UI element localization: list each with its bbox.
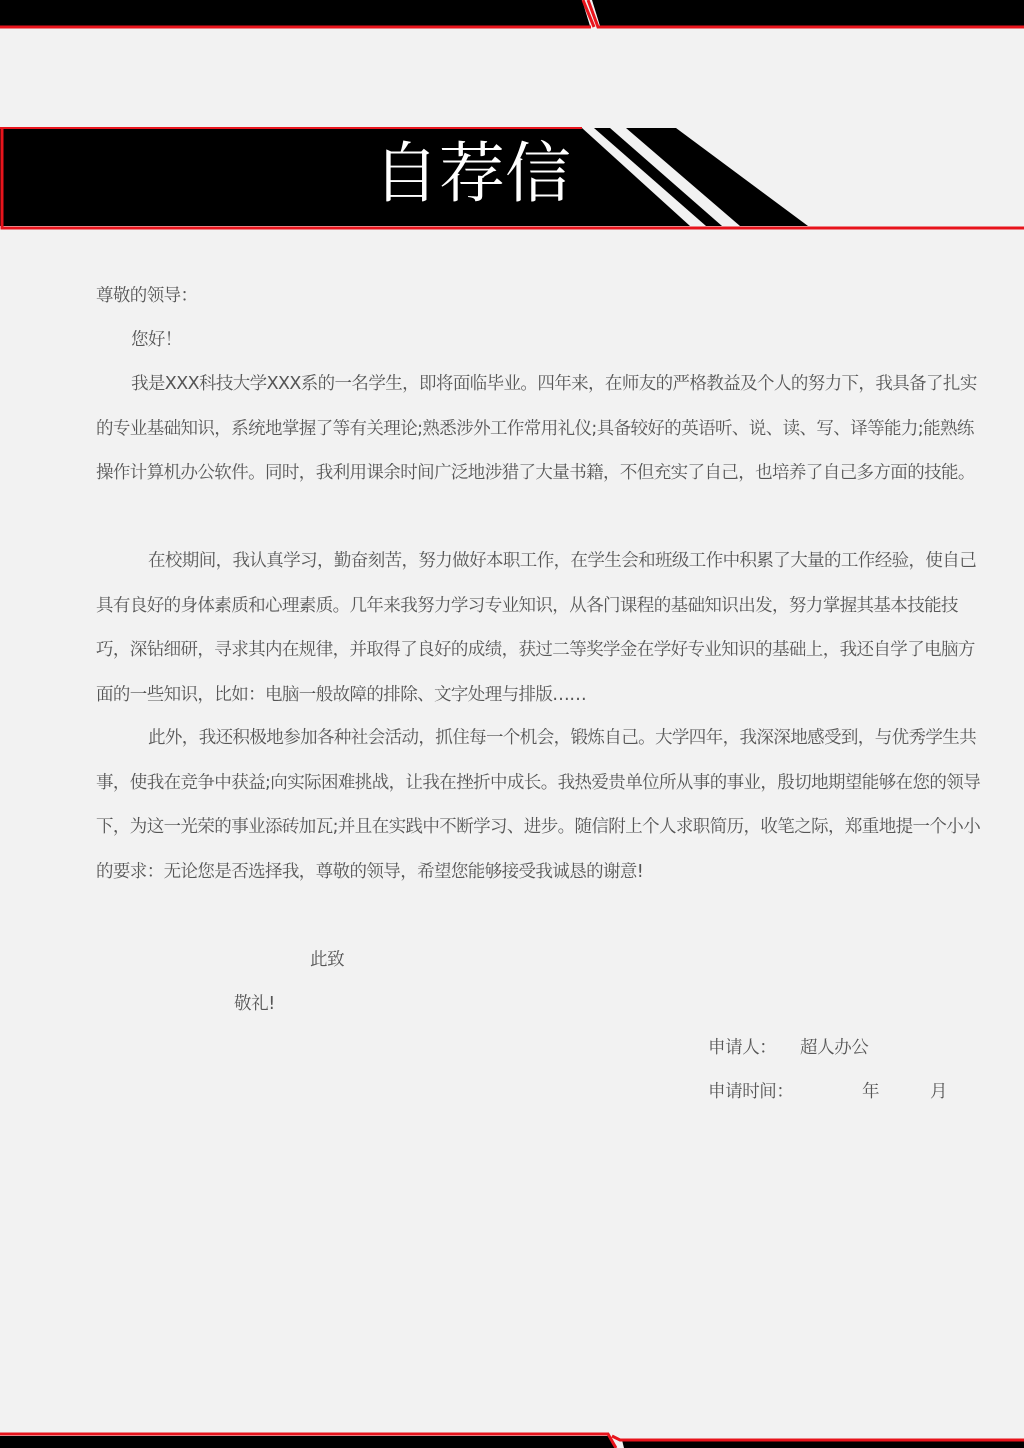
top-band: [0, 0, 1024, 27]
paragraph-activities: 此外，我还积极地参加各种社会活动，抓住每一个机会，锻炼自己。大学四年，我深深地感受到，与优秀学生共事，使我在竞争中获益;向实际困难挑战，让我在挫折中成长。我热爱贵单位所从事的事业，殷切地期望能够在您的领导下，为这一光荣的事业添砖加瓦;并且在实践中不断学习、进步。随信附上个人求职简历，收笔之际，郑重地提一个小小的要求：无论您是否选择我，尊敬的领导，希望您能够接受我诚恳的谢意!: [96, 728, 981, 882]
page-title: 自荐信: [373, 135, 571, 212]
year-label: 年: [862, 1082, 880, 1102]
paragraph-school: 在校期间，我认真学习，勤奋刻苦，努力做好本职工作，在学生会和班级工作中积累了大量的工作经验，使自己具有良好的身体素质和心理素质。几年来我努力学习专业知识，从各门课程的基础知识出发，努力掌握其基本技能技巧，深钻细研，寻求其内在规律，并取得了良好的成绩，获过二等奖学金在学好专业知识的基础上，我还自学了电脑方面的一些知识，比如：电脑一般故障的排除、文字处理与排版……: [96, 551, 977, 705]
salutation: 尊敬的领导：: [96, 286, 198, 306]
date-label: 申请时间：: [708, 1082, 794, 1102]
regards: 敬礼!: [234, 994, 275, 1014]
paragraph-intro: 我是XXX科技大学XXX系的一名学生，即将面临毕业。四年来，在师友的严格教益及个人的努力下，我具备了扎实的专业基础知识，系统地掌握了等有关理论;熟悉涉外工作常用礼仪;具备较好的英语听、说、读、写、译等能力;能熟练操作计算机办公软件。同时，我利用课余时间广泛地涉猎了大量书籍，不但充实了自己，也培养了自己多方面的技能。: [96, 374, 977, 483]
month-label: 月: [930, 1082, 948, 1102]
bottom-band: [0, 1434, 1024, 1448]
applicant-label: 申请人：: [708, 1038, 777, 1058]
applicant-name: 超人办公: [800, 1038, 869, 1058]
closing: 此致: [310, 950, 345, 970]
greeting: 您好！: [131, 330, 182, 350]
